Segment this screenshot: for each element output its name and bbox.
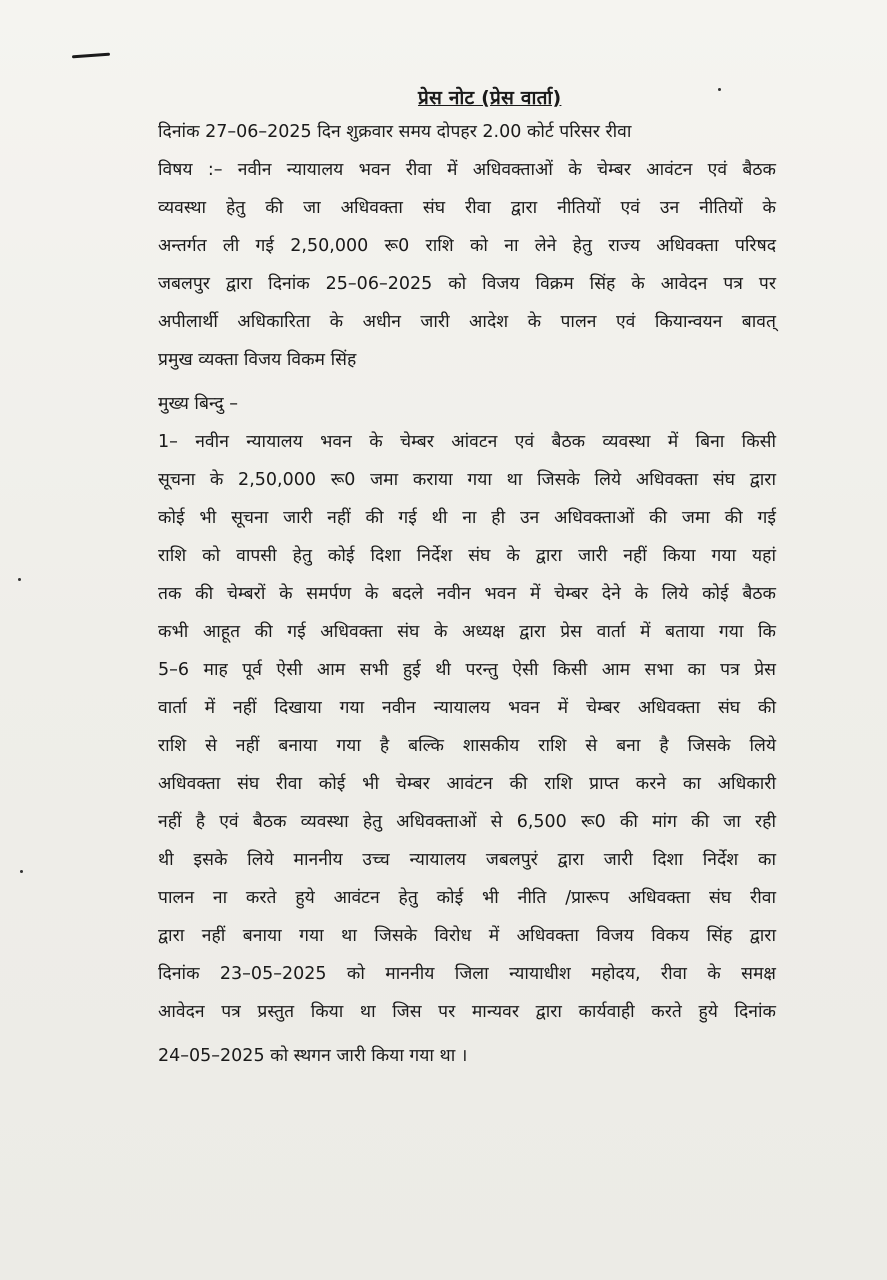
point-line: वार्ता में नहीं दिखाया गया नवीन न्यायालय भवन में चेम्बर अधिवक्ता संघ की — [158, 698, 776, 718]
point-line: पालन ना करते हुये आवंटन हेतु कोई भी नीति /प्रारूप अधिवक्ता संघ रीवा — [158, 888, 776, 908]
point-line: नहीं है एवं बैठक व्यवस्था हेतु अधिवक्ताओं से 6,500 रू0 की मांग की जा रही — [158, 812, 776, 832]
subject-line: विषय :– नवीन न्यायालय भवन रीवा में अधिवक्ताओं के चेम्बर आवंटन एवं बैठक — [158, 160, 776, 180]
point-line: कभी आहूत की गई अधिवक्ता संघ के अध्यक्ष द्वारा प्रेस वार्ता में बताया गया कि — [158, 622, 776, 642]
margin-pen-mark — [72, 53, 110, 59]
paper-speck — [20, 870, 23, 873]
point-line: द्वारा नहीं बनाया गया था जिसके विरोध में अधिवक्ता विजय विकय सिंह द्वारा — [158, 926, 776, 946]
point-line: कोई भी सूचना जारी नहीं की गई थी ना ही उन अधिवक्ताओं की जमा की गई — [158, 508, 776, 528]
point-line: राशि को वापसी हेतु कोई दिशा निर्देश संघ के द्वारा जारी नहीं किया गया यहां — [158, 546, 776, 566]
subject-line: जबलपुर द्वारा दिनांक 25–06–2025 को विजय विक्रम सिंह के आवेदन पत्र पर — [158, 274, 776, 294]
paper-speck — [718, 88, 721, 91]
point-line: तक की चेम्बरों के समर्पण के बदले नवीन भवन में चेम्बर देने के लिये कोई बैठक — [158, 584, 776, 604]
subject-line: अन्तर्गत ली गई 2,50,000 रू0 राशि को ना लेने हेतु राज्य अधिवक्ता परिषद — [158, 236, 776, 256]
subject-line: अपीलार्थी अधिकारिता के अधीन जारी आदेश के पालन एवं कियान्वयन बावत् — [158, 312, 776, 332]
main-points-label: मुख्य बिन्दु – — [158, 394, 238, 414]
subject-line: व्यवस्था हेतु की जा अधिवक्ता संघ रीवा द्वारा नीतियों एवं उन नीतियों के — [158, 198, 776, 218]
point-line: 24–05–2025 को स्थगन जारी किया गया था । — [158, 1046, 468, 1066]
point-line: दिनांक 23–05–2025 को माननीय जिला न्यायाधीश महोदय, रीवा के समक्ष — [158, 964, 776, 984]
point-line: 1– नवीन न्यायालय भवन के चेम्बर आंवटन एवं बैठक व्यवस्था में बिना किसी — [158, 432, 776, 452]
point-line: अधिवक्ता संघ रीवा कोई भी चेम्बर आवंटन की राशि प्राप्त करने का अधिकारी — [158, 774, 776, 794]
point-line: 5–6 माह पूर्व ऐसी आम सभी हुई थी परन्तु ऐसी किसी आम सभा का पत्र प्रेस — [158, 660, 776, 680]
point-line: आवेदन पत्र प्रस्तुत किया था जिस पर मान्यवर द्वारा कार्यवाही करते हुये दिनांक — [158, 1002, 776, 1022]
paper-speck — [18, 578, 21, 581]
point-line: राशि से नहीं बनाया गया है बल्कि शासकीय राशि से बना है जिसके लिये — [158, 736, 776, 756]
date-line: दिनांक 27–06–2025 दिन शुक्रवार समय दोपहर 2.00 कोर्ट परिसर रीवा — [158, 122, 632, 142]
speaker-line: प्रमुख व्यक्ता विजय विकम सिंह — [158, 350, 357, 370]
point-line: थी इसके लिये माननीय उच्च न्यायालय जबलपुरं द्वारा जारी दिशा निर्देश का — [158, 850, 776, 870]
document-title: प्रेस नोट (प्रेस वार्ता) — [418, 87, 562, 109]
point-line: सूचना के 2,50,000 रू0 जमा कराया गया था जिसके लिये अधिवक्ता संघ द्वारा — [158, 470, 776, 490]
